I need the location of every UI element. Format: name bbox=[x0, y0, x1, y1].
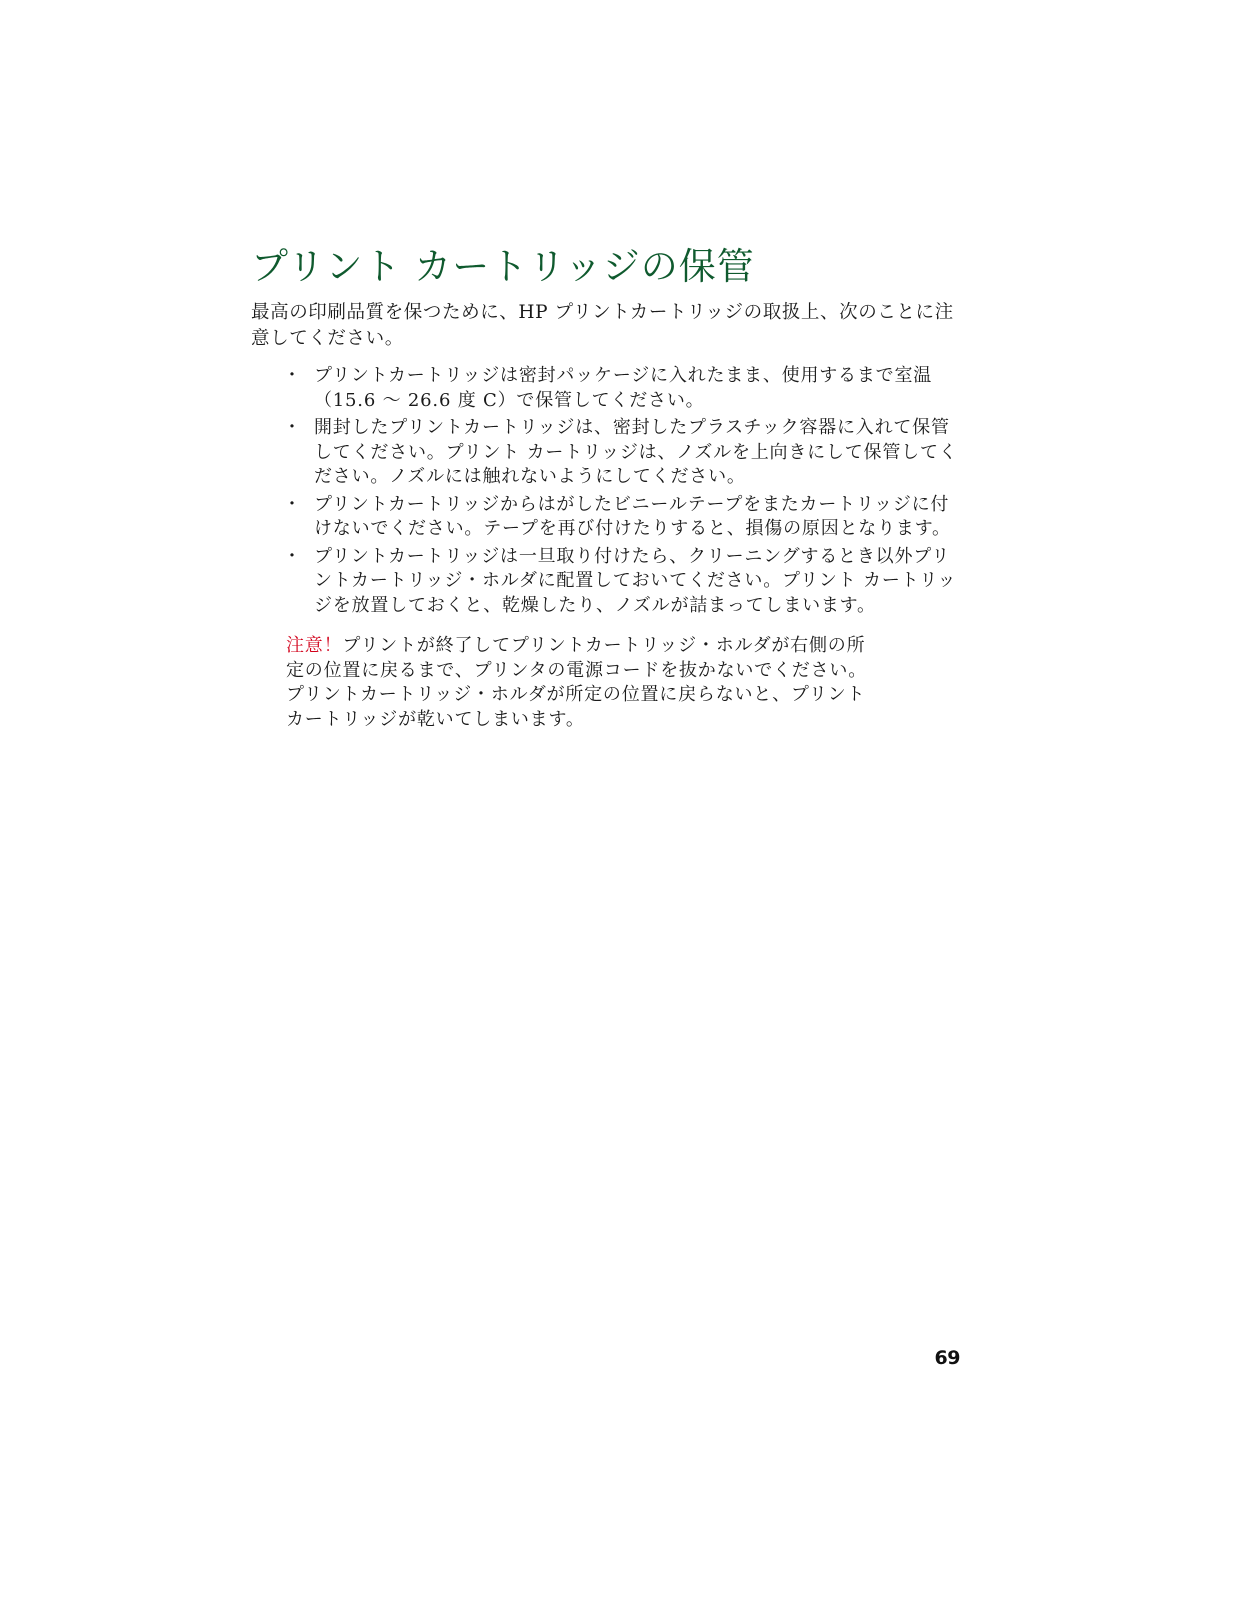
section-content bbox=[251, 244, 961, 732]
bullet-marker: ・ bbox=[283, 493, 302, 515]
bullet-marker: ・ bbox=[283, 365, 302, 386]
section-title: プリント カートリッジの保管 bbox=[251, 245, 755, 288]
storage-tips-list bbox=[251, 364, 961, 618]
list-item bbox=[283, 364, 961, 413]
caution-note bbox=[286, 634, 881, 732]
list-item-text: プリントカートリッジは密封パッケージに入れたまま、使用するまで室温（15.6 〜 26.6 度 C）で保管してください。 bbox=[314, 365, 933, 411]
list-item bbox=[283, 493, 961, 542]
list-item bbox=[283, 545, 961, 619]
bullet-marker: ・ bbox=[283, 545, 302, 567]
intro-paragraph: 最高の印刷品質を保つために、HP プリントカートリッジの取扱上、次のことに注意してください。 bbox=[251, 302, 954, 349]
list-item-text: プリントカートリッジからはがしたビニールテープをまたカートリッジに付けないでください。テープを再び付けたりすると、損傷の原因となります。 bbox=[314, 493, 951, 539]
page-number: 69 bbox=[934, 1347, 960, 1369]
bullet-marker: ・ bbox=[283, 417, 302, 438]
list-item bbox=[283, 416, 961, 490]
caution-text: プリントが終了してプリントカートリッジ・ホルダが右側の所定の位置に戻るまで、プリンタの電源コードを抜かないでください。プリントカートリッジ・ホルダが所定の位置に戻らないと、プリントカートリッジが乾いてしまいます。 bbox=[286, 635, 867, 730]
caution-label: 注意！ bbox=[286, 635, 343, 656]
list-item-text: プリントカートリッジは一旦取り付けたら、クリーニングするとき以外プリントカートリッジ・ホルダに配置しておいてください。プリント カートリッジを放置しておくと、乾燥したり、ノズルが詰まってしまいます。 bbox=[314, 545, 957, 616]
list-item-text: 開封したプリントカートリッジは、密封したプラスチック容器に入れて保管してください。プリント カートリッジは、ノズルを上向きにして保管してください。ノズルには触れないようにしてください。 bbox=[314, 417, 958, 487]
